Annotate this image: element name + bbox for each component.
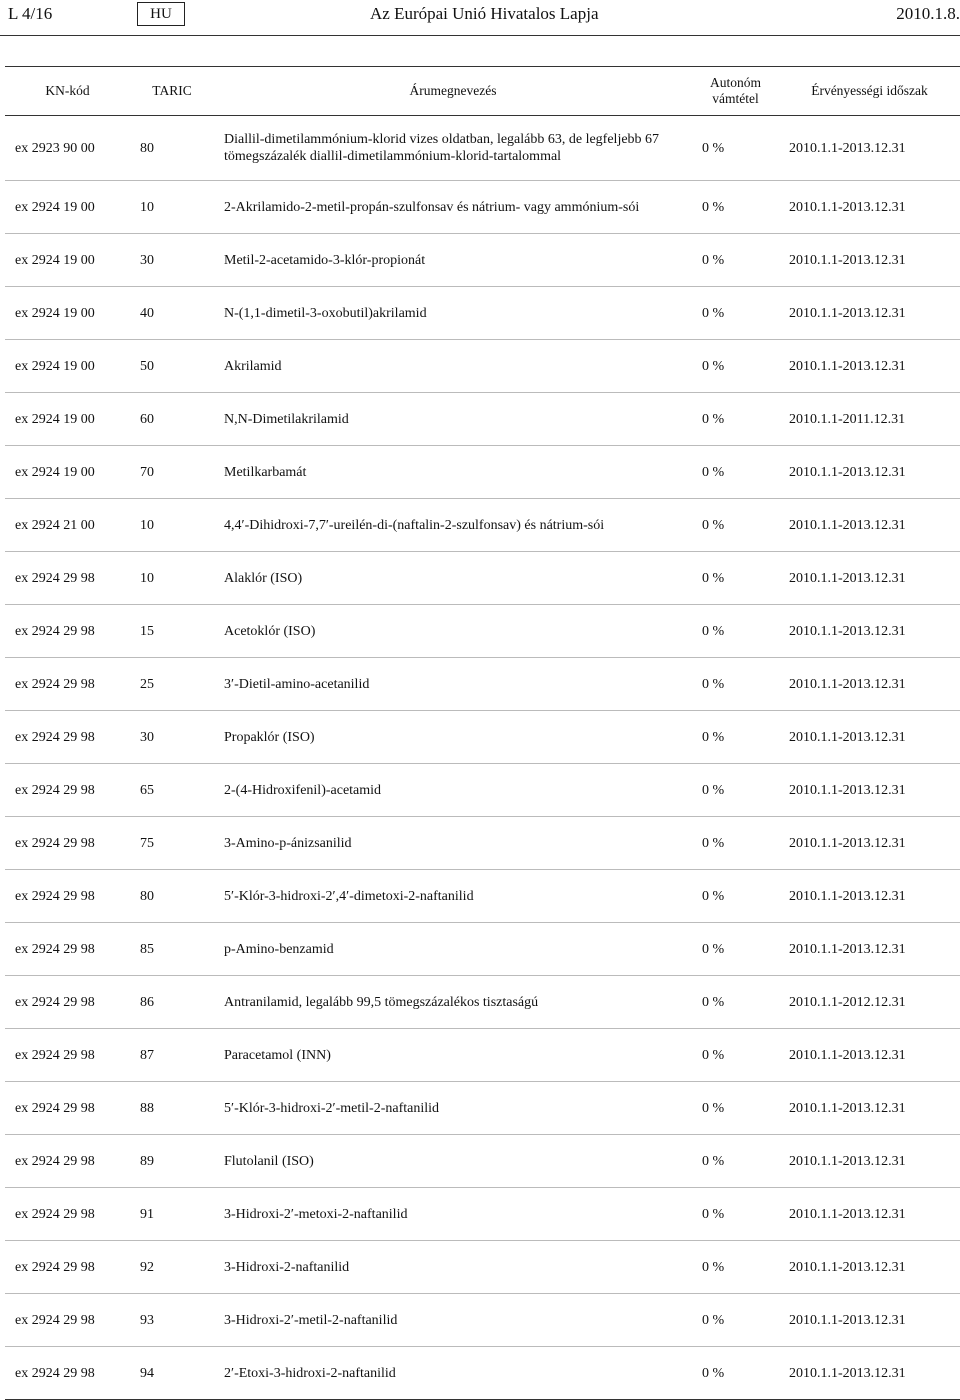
table-row [5, 552, 960, 605]
table-row [5, 181, 960, 234]
cell-taric: 80 [130, 870, 214, 923]
cell-kn-code: ex 2924 29 98 [5, 870, 130, 923]
cell-taric: 10 [130, 499, 214, 552]
table-row [5, 870, 960, 923]
cell-rate: 0 % [692, 446, 779, 499]
cell-taric: 92 [130, 1241, 214, 1294]
cell-kn-code: ex 2924 29 98 [5, 1082, 130, 1135]
cell-taric: 87 [130, 1029, 214, 1082]
cell-taric: 94 [130, 1347, 214, 1400]
cell-kn-code: ex 2924 19 00 [5, 287, 130, 340]
cell-taric: 30 [130, 711, 214, 764]
table-row [5, 340, 960, 393]
cell-kn-code: ex 2924 19 00 [5, 340, 130, 393]
cell-rate: 0 % [692, 116, 779, 181]
table-row [5, 817, 960, 870]
cell-taric: 85 [130, 923, 214, 976]
cell-kn-code: ex 2924 29 98 [5, 923, 130, 976]
cell-taric: 65 [130, 764, 214, 817]
cell-kn-code: ex 2924 29 98 [5, 658, 130, 711]
cell-rate: 0 % [692, 552, 779, 605]
cell-kn-code: ex 2924 29 98 [5, 605, 130, 658]
cell-taric: 91 [130, 1188, 214, 1241]
cell-period: 2010.1.1-2013.12.31 [779, 1029, 960, 1082]
cell-description: Acetoklór (ISO) [214, 605, 692, 658]
cell-description: 3-Hidroxi-2′-metoxi-2-naftanilid [214, 1188, 692, 1241]
cell-period: 2010.1.1-2013.12.31 [779, 923, 960, 976]
cell-kn-code: ex 2924 29 98 [5, 1347, 130, 1400]
cell-rate: 0 % [692, 764, 779, 817]
cell-description: 2′-Etoxi-3-hidroxi-2-naftanilid [214, 1347, 692, 1400]
cell-taric: 88 [130, 1082, 214, 1135]
cell-description: 3-Amino-p-ánizsanilid [214, 817, 692, 870]
cell-rate: 0 % [692, 181, 779, 234]
cell-description: Metil-2-acetamido-3-klór-propionát [214, 234, 692, 287]
cell-rate: 0 % [692, 1188, 779, 1241]
cell-rate: 0 % [692, 711, 779, 764]
cell-description: 5′-Klór-3-hidroxi-2′,4′-dimetoxi-2-naftanilid [214, 870, 692, 923]
cell-description: p-Amino-benzamid [214, 923, 692, 976]
column-header-rate-line2: vámtétel [712, 91, 759, 106]
cell-description: 3-Hidroxi-2-naftanilid [214, 1241, 692, 1294]
cell-description: Akrilamid [214, 340, 692, 393]
cell-rate: 0 % [692, 817, 779, 870]
cell-period: 2010.1.1-2013.12.31 [779, 605, 960, 658]
cell-kn-code: ex 2924 19 00 [5, 181, 130, 234]
table-row [5, 605, 960, 658]
cell-period: 2010.1.1-2013.12.31 [779, 446, 960, 499]
cell-taric: 15 [130, 605, 214, 658]
cell-description: Propaklór (ISO) [214, 711, 692, 764]
cell-period: 2010.1.1-2011.12.31 [779, 393, 960, 446]
table-row [5, 976, 960, 1029]
journal-title: Az Európai Unió Hivatalos Lapja [370, 4, 599, 23]
cell-description: Antranilamid, legalább 99,5 tömegszázalékos tisztaságú [214, 976, 692, 1029]
cell-rate: 0 % [692, 923, 779, 976]
column-header-taric: TARIC [130, 67, 214, 116]
cell-period: 2010.1.1-2013.12.31 [779, 1241, 960, 1294]
cell-description: 2-Akrilamido-2-metil-propán-szulfonsav és nátrium- vagy ammónium-sói [214, 181, 692, 234]
cell-rate: 0 % [692, 1029, 779, 1082]
cell-kn-code: ex 2924 29 98 [5, 976, 130, 1029]
cell-kn-code: ex 2924 19 00 [5, 393, 130, 446]
cell-taric: 10 [130, 181, 214, 234]
cell-kn-code: ex 2924 29 98 [5, 1294, 130, 1347]
cell-taric: 75 [130, 817, 214, 870]
table-row [5, 1029, 960, 1082]
cell-description: N,N-Dimetilakrilamid [214, 393, 692, 446]
cell-taric: 50 [130, 340, 214, 393]
cell-period: 2010.1.1-2013.12.31 [779, 764, 960, 817]
cell-period: 2010.1.1-2013.12.31 [779, 1347, 960, 1400]
cell-period: 2010.1.1-2013.12.31 [779, 287, 960, 340]
cell-rate: 0 % [692, 1347, 779, 1400]
cell-period: 2010.1.1-2013.12.31 [779, 499, 960, 552]
column-header-rate [692, 67, 779, 116]
cell-rate: 0 % [692, 499, 779, 552]
cell-description: Diallil-dimetilammónium-klorid vizes oldatban, legalább 63, de legfeljebb 67 tömegszázalék diallil-dimetilammónium-klorid-tartalommal [214, 116, 692, 181]
cell-description: 3′-Dietil-amino-acetanilid [214, 658, 692, 711]
cell-rate: 0 % [692, 605, 779, 658]
cell-rate: 0 % [692, 870, 779, 923]
cell-period: 2010.1.1-2013.12.31 [779, 234, 960, 287]
table-row [5, 287, 960, 340]
page-header [0, 0, 960, 30]
cell-description: 5′-Klór-3-hidroxi-2′-metil-2-naftanilid [214, 1082, 692, 1135]
cell-period: 2010.1.1-2013.12.31 [779, 711, 960, 764]
cell-rate: 0 % [692, 234, 779, 287]
page-number: L 4/16 [8, 4, 53, 23]
cell-period: 2010.1.1-2013.12.31 [779, 552, 960, 605]
cell-taric: 86 [130, 976, 214, 1029]
table-header-row [5, 67, 960, 116]
column-header-period: Érvényességi időszak [779, 67, 960, 116]
cell-rate: 0 % [692, 976, 779, 1029]
table-row [5, 1135, 960, 1188]
cell-taric: 30 [130, 234, 214, 287]
cell-taric: 60 [130, 393, 214, 446]
cell-description: 3-Hidroxi-2′-metil-2-naftanilid [214, 1294, 692, 1347]
table-row [5, 1294, 960, 1347]
issue-date: 2010.1.8. [896, 4, 960, 23]
cell-description: 4,4′-Dihidroxi-7,7′-ureilén-di-(naftalin-2-szulfonsav) és nátrium-sói [214, 499, 692, 552]
column-header-rate-line1: Autonóm [709, 75, 761, 90]
cell-kn-code: ex 2923 90 00 [5, 116, 130, 181]
cell-description: Metilkarbamát [214, 446, 692, 499]
table-row [5, 393, 960, 446]
table-row [5, 234, 960, 287]
cell-taric: 80 [130, 116, 214, 181]
cell-period: 2010.1.1-2013.12.31 [779, 181, 960, 234]
column-header-kn: KN-kód [5, 67, 130, 116]
cell-kn-code: ex 2924 29 98 [5, 552, 130, 605]
cell-taric: 25 [130, 658, 214, 711]
cell-period: 2010.1.1-2013.12.31 [779, 340, 960, 393]
cell-rate: 0 % [692, 1294, 779, 1347]
cell-period: 2010.1.1-2012.12.31 [779, 976, 960, 1029]
header-rule [0, 35, 960, 36]
cell-kn-code: ex 2924 29 98 [5, 1241, 130, 1294]
table-row [5, 1347, 960, 1400]
table-row [5, 1241, 960, 1294]
language-code-box: HU [137, 2, 185, 26]
cell-period: 2010.1.1-2013.12.31 [779, 1135, 960, 1188]
cell-period: 2010.1.1-2013.12.31 [779, 116, 960, 181]
cell-rate: 0 % [692, 340, 779, 393]
cell-period: 2010.1.1-2013.12.31 [779, 870, 960, 923]
cell-period: 2010.1.1-2013.12.31 [779, 1188, 960, 1241]
cell-kn-code: ex 2924 21 00 [5, 499, 130, 552]
cell-period: 2010.1.1-2013.12.31 [779, 1082, 960, 1135]
cell-rate: 0 % [692, 658, 779, 711]
cell-kn-code: ex 2924 19 00 [5, 446, 130, 499]
cell-taric: 10 [130, 552, 214, 605]
cell-kn-code: ex 2924 29 98 [5, 764, 130, 817]
table-row [5, 499, 960, 552]
cell-description: Flutolanil (ISO) [214, 1135, 692, 1188]
cell-rate: 0 % [692, 1135, 779, 1188]
table-row [5, 764, 960, 817]
cell-period: 2010.1.1-2013.12.31 [779, 1294, 960, 1347]
cell-rate: 0 % [692, 1241, 779, 1294]
cell-taric: 70 [130, 446, 214, 499]
cell-kn-code: ex 2924 29 98 [5, 817, 130, 870]
column-header-description: Árumegnevezés [214, 67, 692, 116]
tariff-table-body [5, 116, 960, 1400]
cell-period: 2010.1.1-2013.12.31 [779, 658, 960, 711]
table-row [5, 446, 960, 499]
cell-period: 2010.1.1-2013.12.31 [779, 817, 960, 870]
cell-kn-code: ex 2924 19 00 [5, 234, 130, 287]
cell-rate: 0 % [692, 1082, 779, 1135]
cell-rate: 0 % [692, 287, 779, 340]
cell-kn-code: ex 2924 29 98 [5, 1029, 130, 1082]
cell-taric: 89 [130, 1135, 214, 1188]
table-row [5, 923, 960, 976]
cell-description: Paracetamol (INN) [214, 1029, 692, 1082]
cell-taric: 93 [130, 1294, 214, 1347]
cell-taric: 40 [130, 287, 214, 340]
table-row [5, 116, 960, 181]
cell-kn-code: ex 2924 29 98 [5, 1135, 130, 1188]
table-row [5, 658, 960, 711]
cell-description: 2-(4-Hidroxifenil)-acetamid [214, 764, 692, 817]
table-row [5, 1082, 960, 1135]
cell-description: N-(1,1-dimetil-3-oxobutil)akrilamid [214, 287, 692, 340]
cell-description: Alaklór (ISO) [214, 552, 692, 605]
cell-kn-code: ex 2924 29 98 [5, 711, 130, 764]
cell-kn-code: ex 2924 29 98 [5, 1188, 130, 1241]
table-row [5, 711, 960, 764]
cell-rate: 0 % [692, 393, 779, 446]
tariff-table [5, 66, 960, 1400]
table-row [5, 1188, 960, 1241]
